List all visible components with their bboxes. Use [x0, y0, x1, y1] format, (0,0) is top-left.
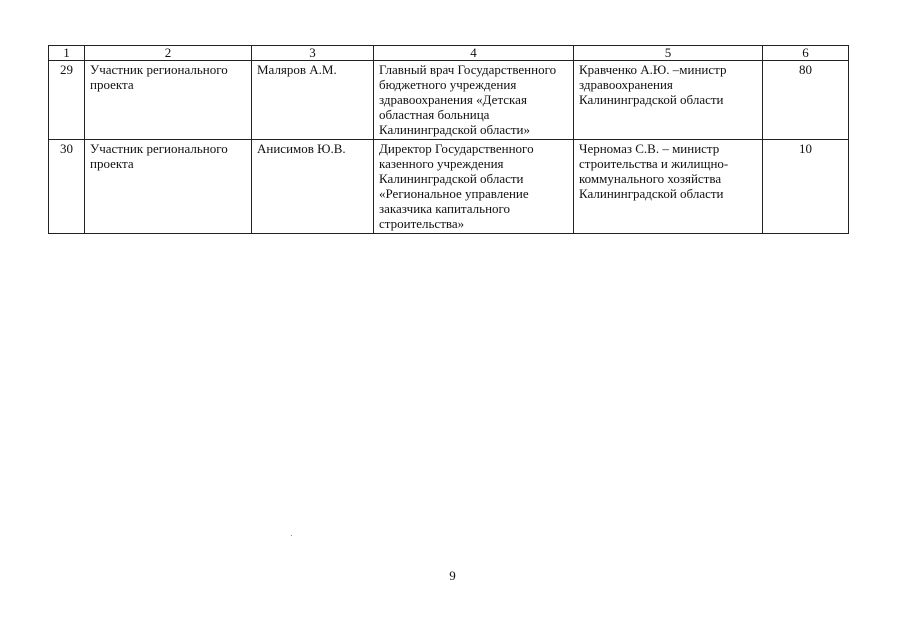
scan-speck	[291, 535, 292, 536]
column-header-1: 1	[49, 46, 85, 61]
row-number: 29	[49, 61, 85, 140]
table-row	[49, 61, 849, 140]
participant-role: Участник регионального проекта	[85, 61, 252, 140]
column-header-3: 3	[252, 46, 374, 61]
participant-supervisor: Кравченко А.Ю. –министр здравоохранения Калининградской области	[574, 61, 763, 140]
column-header-2: 2	[85, 46, 252, 61]
participants-table	[48, 45, 849, 234]
table-row	[49, 140, 849, 234]
participant-value: 80	[763, 61, 849, 140]
participant-name: Маляров А.М.	[252, 61, 374, 140]
participant-position: Директор Государственного казенного учреждения Калининградской области «Региональное управление заказчика капитального строительства»	[374, 140, 574, 234]
participant-name: Анисимов Ю.В.	[252, 140, 374, 234]
row-number: 30	[49, 140, 85, 234]
column-header-6: 6	[763, 46, 849, 61]
page-number: 9	[449, 568, 456, 583]
column-header-4: 4	[374, 46, 574, 61]
participant-role: Участник регионального проекта	[85, 140, 252, 234]
participant-value: 10	[763, 140, 849, 234]
participant-position: Главный врач Государственного бюджетного учреждения здравоохранения «Детская областная больница Калининградской области»	[374, 61, 574, 140]
participant-supervisor: Черномаз С.В. – министр строительства и жилищно-коммунального хозяйства Калининградской области	[574, 140, 763, 234]
table-header-row	[49, 46, 849, 61]
column-header-5: 5	[574, 46, 763, 61]
